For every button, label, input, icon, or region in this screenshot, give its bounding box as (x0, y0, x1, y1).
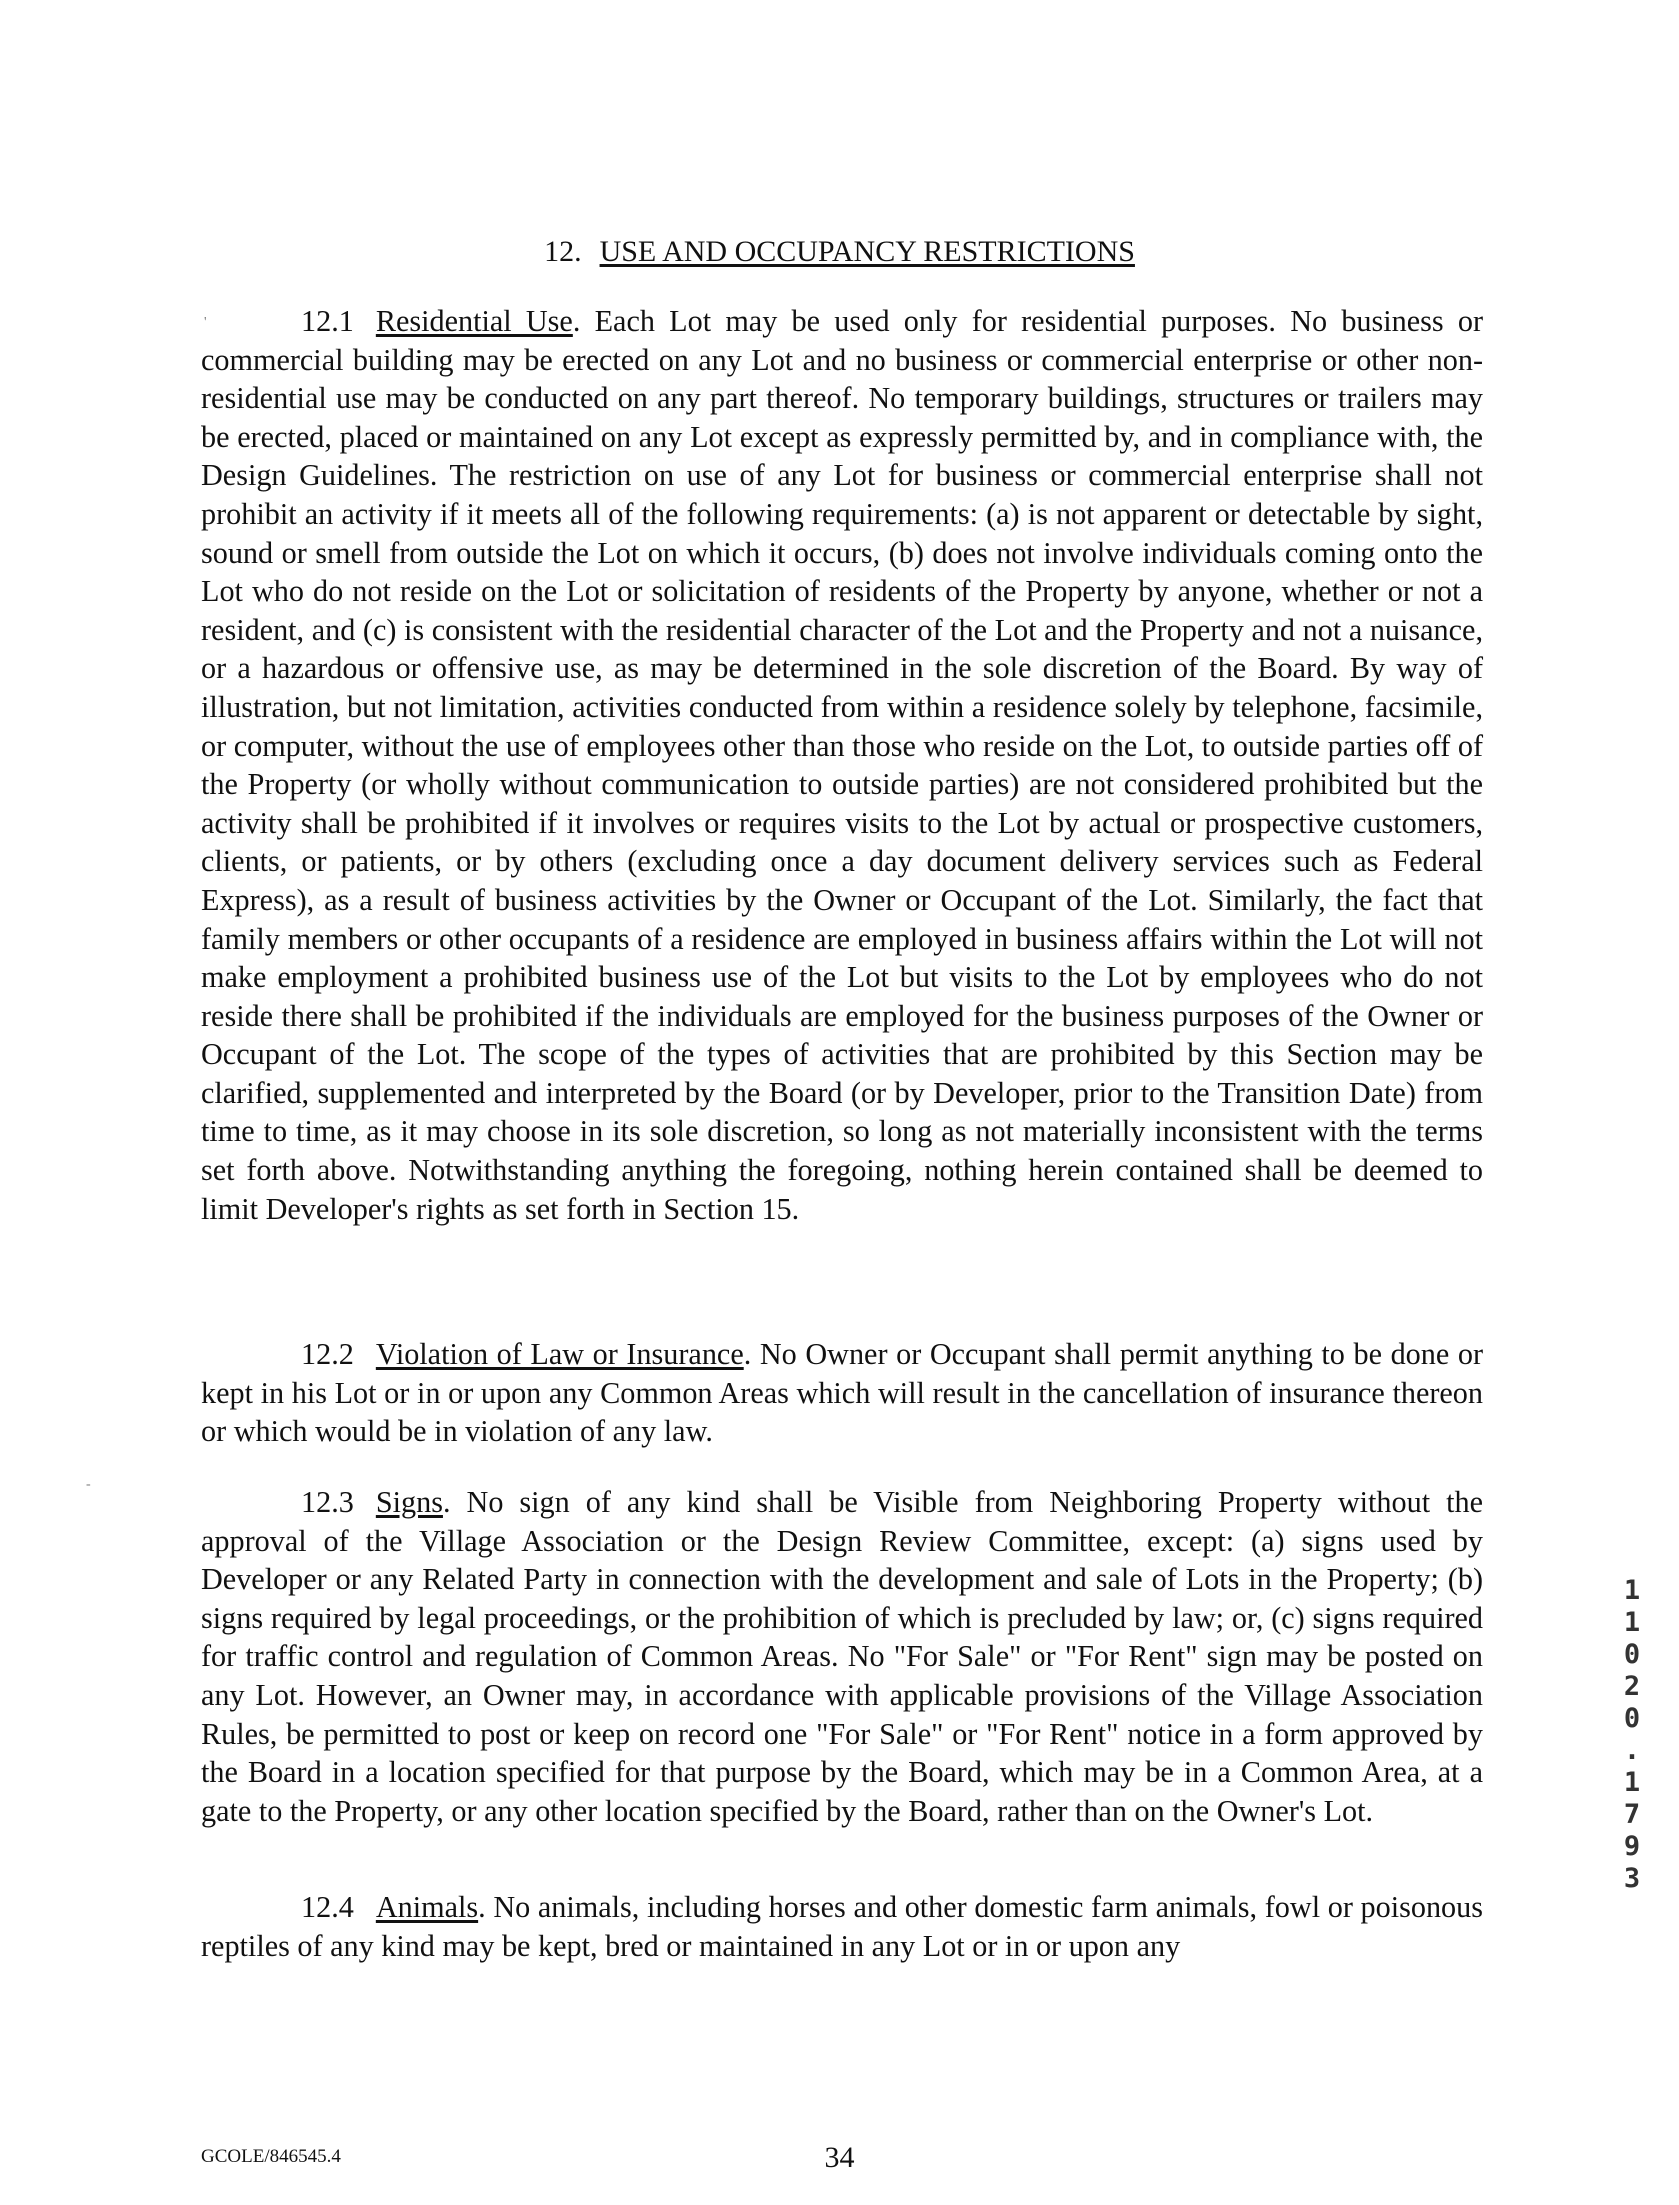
footer-document-id: GCOLE/846545.4 (201, 2146, 341, 2167)
paragraph-number: 12.4 (301, 1890, 354, 1924)
recording-number-stamp: 1 1 0 2 0 . 1 7 9 3 (1623, 1575, 1641, 1894)
paragraph-signs (201, 1483, 1483, 1830)
section-heading-number: 12. (544, 235, 582, 268)
scan-mark: ' (204, 315, 207, 330)
paragraph-title: Residential Use (375, 304, 573, 338)
paragraph-title: Animals (375, 1890, 479, 1924)
paragraph-number: 12.3 (301, 1485, 354, 1519)
section-heading (0, 232, 1679, 272)
paragraph-animals (201, 1888, 1483, 1965)
paragraph-title: Signs (375, 1485, 443, 1519)
paragraph-text: . No sign of any kind shall be Visible from Neighboring Property without the approval of the Village Association or the Design Review Committee, except: (a) signs used by Developer or any Related Party in connection with the development and sale of Lots in the Property; (b) signs required by legal proceedings, or the prohibition of which is precluded by law; or, (c) signs required for traffic control and regulation of Common Areas. No "For Sale" or "For Rent" sign may be posted on any Lot. However, an Owner may, in accordance with applicable provisions of the Village Association Rules, be permitted to post or keep on record one "For Sale" or "For Rent" notice in a form approved by the Board in a location specified for that purpose by the Board, which may be in a Common Area, at a gate to the Property, or any other location specified by the Board, rather than on the Owner's Lot. (201, 1485, 1483, 1828)
paragraph-residential-use (201, 302, 1483, 1228)
paragraph-text: . No animals, including horses and other domestic farm animals, fowl or poisonous reptiles of any kind may be kept, bred or maintained in any Lot or in or upon any (201, 1890, 1483, 1963)
scan-mark: - (86, 1477, 91, 1492)
paragraph-title: Violation of Law or Insurance (375, 1337, 744, 1371)
paragraph-number: 12.2 (301, 1337, 354, 1371)
paragraph-number: 12.1 (301, 304, 354, 338)
paragraph-text: . No Owner or Occupant shall permit anything to be done or kept in his Lot or in or upon any Common Areas which will result in the cancellation of insurance thereon or which would be in violation of any law. (201, 1337, 1483, 1449)
section-heading-title: USE AND OCCUPANCY RESTRICTIONS (599, 235, 1135, 268)
page-number: 34 (824, 2141, 855, 2174)
paragraph-text: . Each Lot may be used only for residential purposes. No business or commercial building may be erected on any Lot and no business or commercial enterprise or other non-residential use may be conducted on any part thereof. No temporary buildings, structures or trailers may be erected, placed or maintained on any Lot except as expressly permitted by, and in compliance with, the Design Guidelines. The restriction on use of any Lot for business or commercial enterprise shall not prohibit an activity if it meets all of the following requirements: (a) is not apparent or detectable by sight, sound or smell from outside the Lot on which it occurs, (b) does not involve individuals coming onto the Lot who do not reside on the Lot or solicitation of residents of the Property by anyone, whether or not a resident, and (c) is consistent with the residential character of the Lot and the Property and not a nuisance, or a hazardous or offensive use, as may be determined in the sole discretion of the Board. By way of illustration, but not limitation, activities conducted from within a residence solely by telephone, facsimile, or computer, without the use of employees other than those who reside on the Lot, to outside parties off of the Property (or wholly without communication to outside parties) are not considered prohibited but the activity shall be prohibited if it involves or requires visits to the Lot by actual or prospective customers, clients, or patients, or by others (excluding once a day document delivery services such as Federal Express), as a result of business activities by the Owner or Occupant of the Lot. Similarly, the fact that family members or other occupants of a residence are employed in business affairs within the Lot will not make employment a prohibited business use of the Lot but visits to the Lot by employees who do not reside there shall be prohibited if the individuals are employed for the business purposes of the Owner or Occupant of the Lot. The scope of the types of activities that are prohibited by this Section may be clarified, supplemented and interpreted by the Board (or by Developer, prior to the Transition Date) from time to time, as it may choose in its sole discretion, so long as not materially inconsistent with the terms set forth above. Notwithstanding anything the foregoing, nothing herein contained shall be deemed to limit Developer's rights as set forth in Section 15. (201, 304, 1483, 1226)
paragraph-violation-of-law (201, 1335, 1483, 1451)
